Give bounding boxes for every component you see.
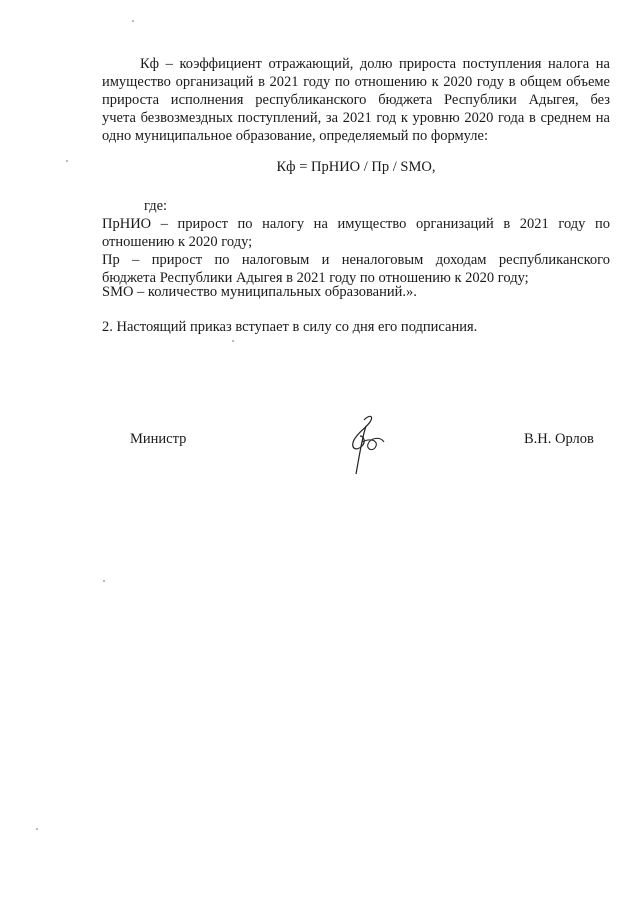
paragraph1-line-3: прироста исполнения республиканского бюджета Республики Адыгея, без bbox=[102, 92, 610, 108]
definition-pr-line-1: Пр – прирост по налоговым и неналоговым доходам республиканского bbox=[102, 252, 610, 268]
scan-speck bbox=[132, 20, 134, 22]
clause-2 bbox=[102, 318, 610, 336]
coefficient-description bbox=[102, 55, 610, 145]
scan-speck bbox=[66, 160, 68, 162]
definition-prnio bbox=[102, 215, 610, 251]
definition-smo bbox=[102, 283, 610, 301]
paragraph1-line-4: учета безвозмездных поступлений, за 2021 год к уровню 2020 года в среднем на bbox=[102, 110, 610, 126]
paragraph1-line-1: Кф – коэффициент отражающий, долю прироста поступления налога на bbox=[140, 56, 610, 72]
definition-prnio-line-2: отношению к 2020 году; bbox=[102, 234, 253, 250]
definition-pr bbox=[102, 251, 610, 287]
scan-speck bbox=[103, 580, 105, 582]
scan-speck bbox=[36, 828, 38, 830]
signature-block bbox=[0, 430, 640, 490]
handwritten-signature-icon bbox=[340, 412, 390, 482]
definition-smo-text: SMO – количество муниципальных образований.». bbox=[102, 284, 417, 300]
clause-2-text: 2. Настоящий приказ вступает в силу со дня его подписания. bbox=[102, 319, 478, 335]
definition-pr-line-2: бюджета Республики Адыгея в 2021 году по отношению к 2020 году; bbox=[102, 270, 529, 286]
signatory-role: Министр bbox=[130, 431, 187, 447]
where-label: где: bbox=[144, 198, 168, 214]
paragraph1-line-5: одно муниципальное образование, определяемый по формуле: bbox=[102, 128, 488, 144]
formula: Кф = ПрНИО / Пр / SMO, bbox=[276, 159, 436, 175]
scan-speck bbox=[232, 340, 234, 342]
paragraph1-line-2: имущество организаций в 2021 году по отношению к 2020 году в общем объеме bbox=[102, 74, 610, 90]
definition-prnio-line-1: ПрНИО – прирост по налогу на имущество организаций в 2021 году по bbox=[102, 216, 610, 232]
signatory-name: В.Н. Орлов bbox=[524, 431, 594, 447]
